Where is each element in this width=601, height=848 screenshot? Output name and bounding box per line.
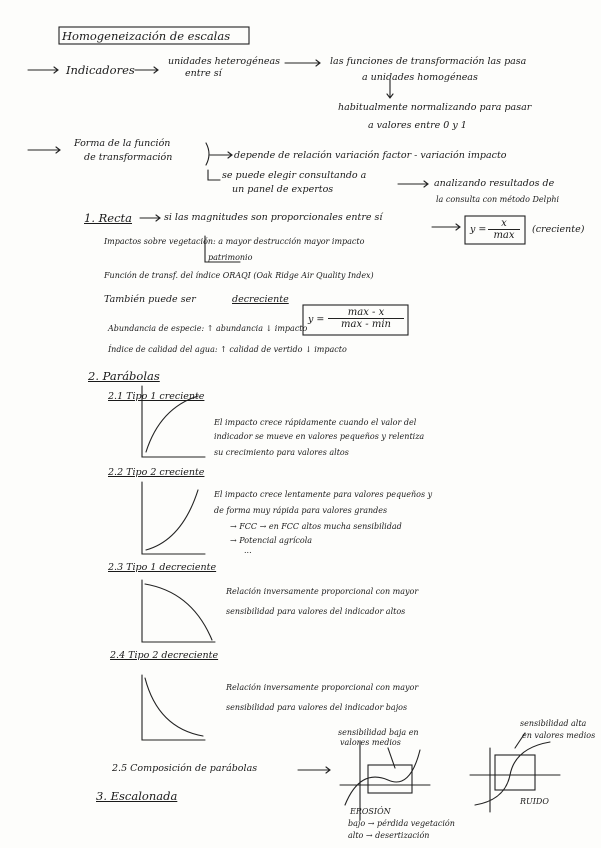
tipo2-creciente-bullet-1: → FCC → en FCC altos mucha sensibilidad <box>230 522 402 531</box>
abundancia-text: Abundancia de especie: ↑ abundancia ↓ impacto <box>108 324 308 333</box>
forma-text-1: Forma de la función <box>74 138 171 149</box>
formula2-num: max - x <box>328 307 404 319</box>
formula-den: max <box>493 230 515 241</box>
analizando-text-2: la consulta con método Delphi <box>436 195 560 204</box>
formula-creciente: (creciente) <box>532 224 585 235</box>
tipo1-creciente-text-2: indicador se mueve en valores pequeños y relentiza <box>214 432 425 441</box>
recta-prop-text: si las magnitudes son proporcionales entre sí <box>164 212 383 223</box>
normalizando-text-2: a valores entre 0 y 1 <box>368 120 467 131</box>
elegir-text-2: un panel de expertos <box>232 184 334 195</box>
formula-num: x <box>488 218 520 230</box>
tipo1-creciente-heading: 2.1 Tipo 1 creciente <box>108 391 205 402</box>
depende-text: depende de relación variación factor - variación impacto <box>234 150 507 161</box>
funciones-text-2: a unidades homogéneas <box>362 72 478 83</box>
funcion-oraqi-text: Función de transf. del índice ORAQI (Oak Ridge Air Quality Index) <box>104 271 374 280</box>
tipo2-creciente-heading: 2.2 Tipo 2 creciente <box>108 467 205 478</box>
funciones-text-1: las funciones de transformación las pasa <box>330 56 527 67</box>
escalonada-heading: 3. Escalonada <box>96 789 178 803</box>
tipo2-decreciente-text-1: Relación inversamente proporcional con mayor <box>226 683 419 692</box>
impactos-text-1: Impactos sobre vegetación: a mayor destrucción mayor impacto <box>104 237 365 246</box>
composicion-heading: 2.5 Composición de parábolas <box>112 763 258 774</box>
tipo2-creciente-text-2: de forma muy rápida para valores grandes <box>214 506 388 515</box>
ruido-label: RUIDO <box>520 797 549 806</box>
formula2-fraction <box>328 307 404 330</box>
normalizando-text-1: habitualmente normalizando para pasar <box>338 102 532 113</box>
tipo2-decreciente-heading: 2.4 Tipo 2 decreciente <box>110 650 219 661</box>
erosion-bajo-text: bajo → pérdida vegetación <box>348 819 455 828</box>
page-title: Homogeneización de escalas <box>62 29 231 43</box>
parabolas-heading: 2. Parábolas <box>88 369 160 383</box>
tipo2-creciente-text-1: El impacto crece lentamente para valores pequeños y <box>214 490 433 499</box>
sensibilidad-baja-text-2: valores medios <box>340 738 401 747</box>
tipo2-creciente-bullet-3: ... <box>244 546 252 555</box>
recta-heading: 1. Recta <box>84 211 133 225</box>
formula2-den: max - min <box>341 319 391 330</box>
heterogeneas-text-1: unidades heterogéneas <box>168 56 281 67</box>
tipo2-decreciente-text-2: sensibilidad para valores del indicador bajos <box>226 703 408 712</box>
formula2-y-eq: y = <box>308 314 325 325</box>
sensibilidad-alta-text-1: sensibilidad alta <box>520 719 587 728</box>
erosion-label: EROSIÓN <box>350 807 391 816</box>
formula-fraction <box>488 218 520 241</box>
sensibilidad-alta-text-2: en valores medios <box>522 731 596 740</box>
calidad-agua-text: Índice de calidad del agua: ↑ calidad de vertido ↓ impacto <box>108 345 347 354</box>
indicadores-label: Indicadores <box>66 63 135 77</box>
tipo1-decreciente-heading: 2.3 Tipo 1 decreciente <box>108 562 217 573</box>
tipo1-creciente-text-1: El impacto crece rápidamente cuando el valor del <box>214 418 417 427</box>
sensibilidad-baja-text-1: sensibilidad baja en <box>338 728 419 737</box>
formula-y-eq: y = <box>470 224 487 235</box>
tipo2-creciente-bullet-2: → Potencial agrícola <box>230 536 313 545</box>
impactos-text-2: patrimonio <box>208 253 253 262</box>
tipo1-decreciente-text-1: Relación inversamente proporcional con mayor <box>226 587 419 596</box>
analizando-text-1: analizando resultados de <box>434 178 555 189</box>
tipo1-decreciente-text-2: sensibilidad para valores del indicador altos <box>226 607 406 616</box>
forma-text-2: de transformación <box>84 152 173 163</box>
tipo1-creciente-text-3: su crecimiento para valores altos <box>214 448 349 457</box>
elegir-text-1: se puede elegir consultando a <box>222 170 367 181</box>
erosion-alto-text: alto → desertización <box>348 831 430 840</box>
heterogeneas-text-2: entre sí <box>185 68 222 79</box>
tambien-text: También puede ser <box>104 294 196 305</box>
decreciente-text: decreciente <box>232 294 289 305</box>
